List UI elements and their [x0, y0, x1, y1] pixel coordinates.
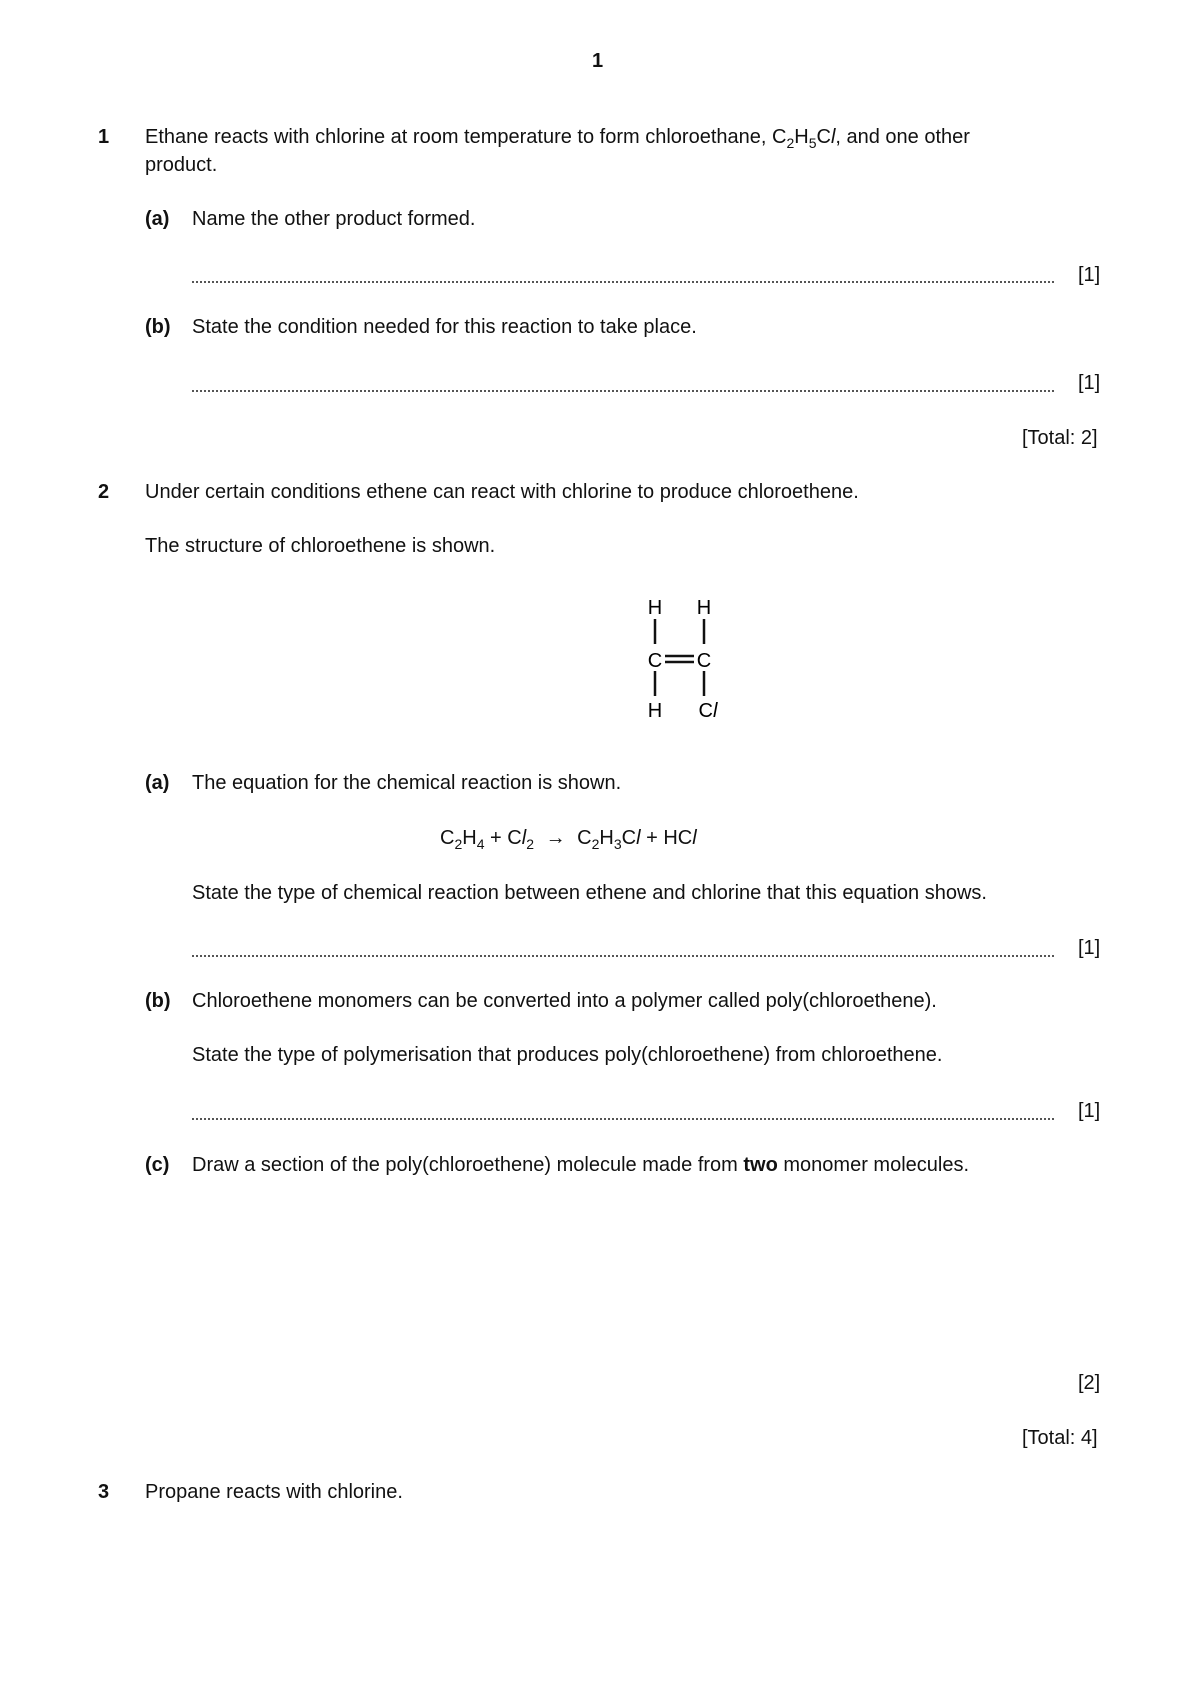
mark-2a: [1] [1078, 937, 1101, 959]
question-3-stem: Propane reacts with chlorine. [145, 1481, 403, 1503]
question-1a-label: (a) [145, 208, 170, 230]
answer-line-1b[interactable] [192, 388, 1054, 392]
question-2c-text: Draw a section of the poly(chloroethene) molecule made from two monomer molecules. [192, 1154, 970, 1176]
question-1-number: 1 [98, 126, 110, 148]
drawing-area-2c[interactable] [192, 1190, 1054, 1360]
question-1-stem-line1: Ethane reacts with chlorine at room temperature to form chloroethane, $C_2H_5Cl$, and one other [145, 126, 970, 151]
answer-line-1a[interactable] [192, 279, 1054, 283]
mark-1b: [1] [1078, 372, 1101, 394]
mark-2c: [2] [1078, 1372, 1101, 1394]
atom-h-top-right: H [696, 597, 712, 619]
question-3-number: 3 [98, 1481, 110, 1503]
mark-2b: [1] [1078, 1100, 1101, 1122]
mark-1a: [1] [1078, 264, 1101, 286]
question-2b-text: Chloroethene monomers can be converted into a polymer called poly(chloroethene). [192, 990, 937, 1012]
question-1a-text: Name the other product formed. [192, 208, 476, 230]
question-2b-label: (b) [145, 990, 171, 1012]
question-2-number: 2 [98, 481, 110, 503]
atom-h-top-left: H [647, 597, 663, 619]
question-2a-label: (a) [145, 772, 170, 794]
question-2a-question: State the type of chemical reaction between ethene and chlorine that this equation shows. [192, 882, 987, 904]
answer-line-2b[interactable] [192, 1116, 1054, 1120]
total-2: [Total: 4] [1022, 1427, 1098, 1449]
question-2b-question: State the type of polymerisation that produces poly(chloroethene) from chloroethene. [192, 1044, 943, 1066]
total-1: [Total: 2] [1022, 427, 1098, 449]
chloroethene-structure [600, 590, 720, 730]
atom-cl-bottom-right: Cl [698, 700, 718, 722]
reaction-equation: $C_2H_4 + Cl_2 \to C_2H_3Cl$ + HCl [440, 827, 697, 852]
question-1b-text: State the condition needed for this reaction to take place. [192, 316, 697, 338]
atom-h-bottom-left: H [647, 700, 663, 722]
answer-line-2a[interactable] [192, 953, 1054, 957]
question-2c-label: (c) [145, 1154, 170, 1176]
question-1b-label: (b) [145, 316, 171, 338]
structure-intro: The structure of chloroethene is shown. [145, 535, 496, 557]
atom-c-left: C [647, 650, 663, 672]
page-number: 1 [592, 50, 604, 72]
question-1-stem-line2: product. [145, 154, 218, 176]
question-2a-text: The equation for the chemical reaction is shown. [192, 772, 622, 794]
question-2-stem: Under certain conditions ethene can react with chlorine to produce chloroethene. [145, 481, 859, 503]
atom-c-right: C [696, 650, 712, 672]
